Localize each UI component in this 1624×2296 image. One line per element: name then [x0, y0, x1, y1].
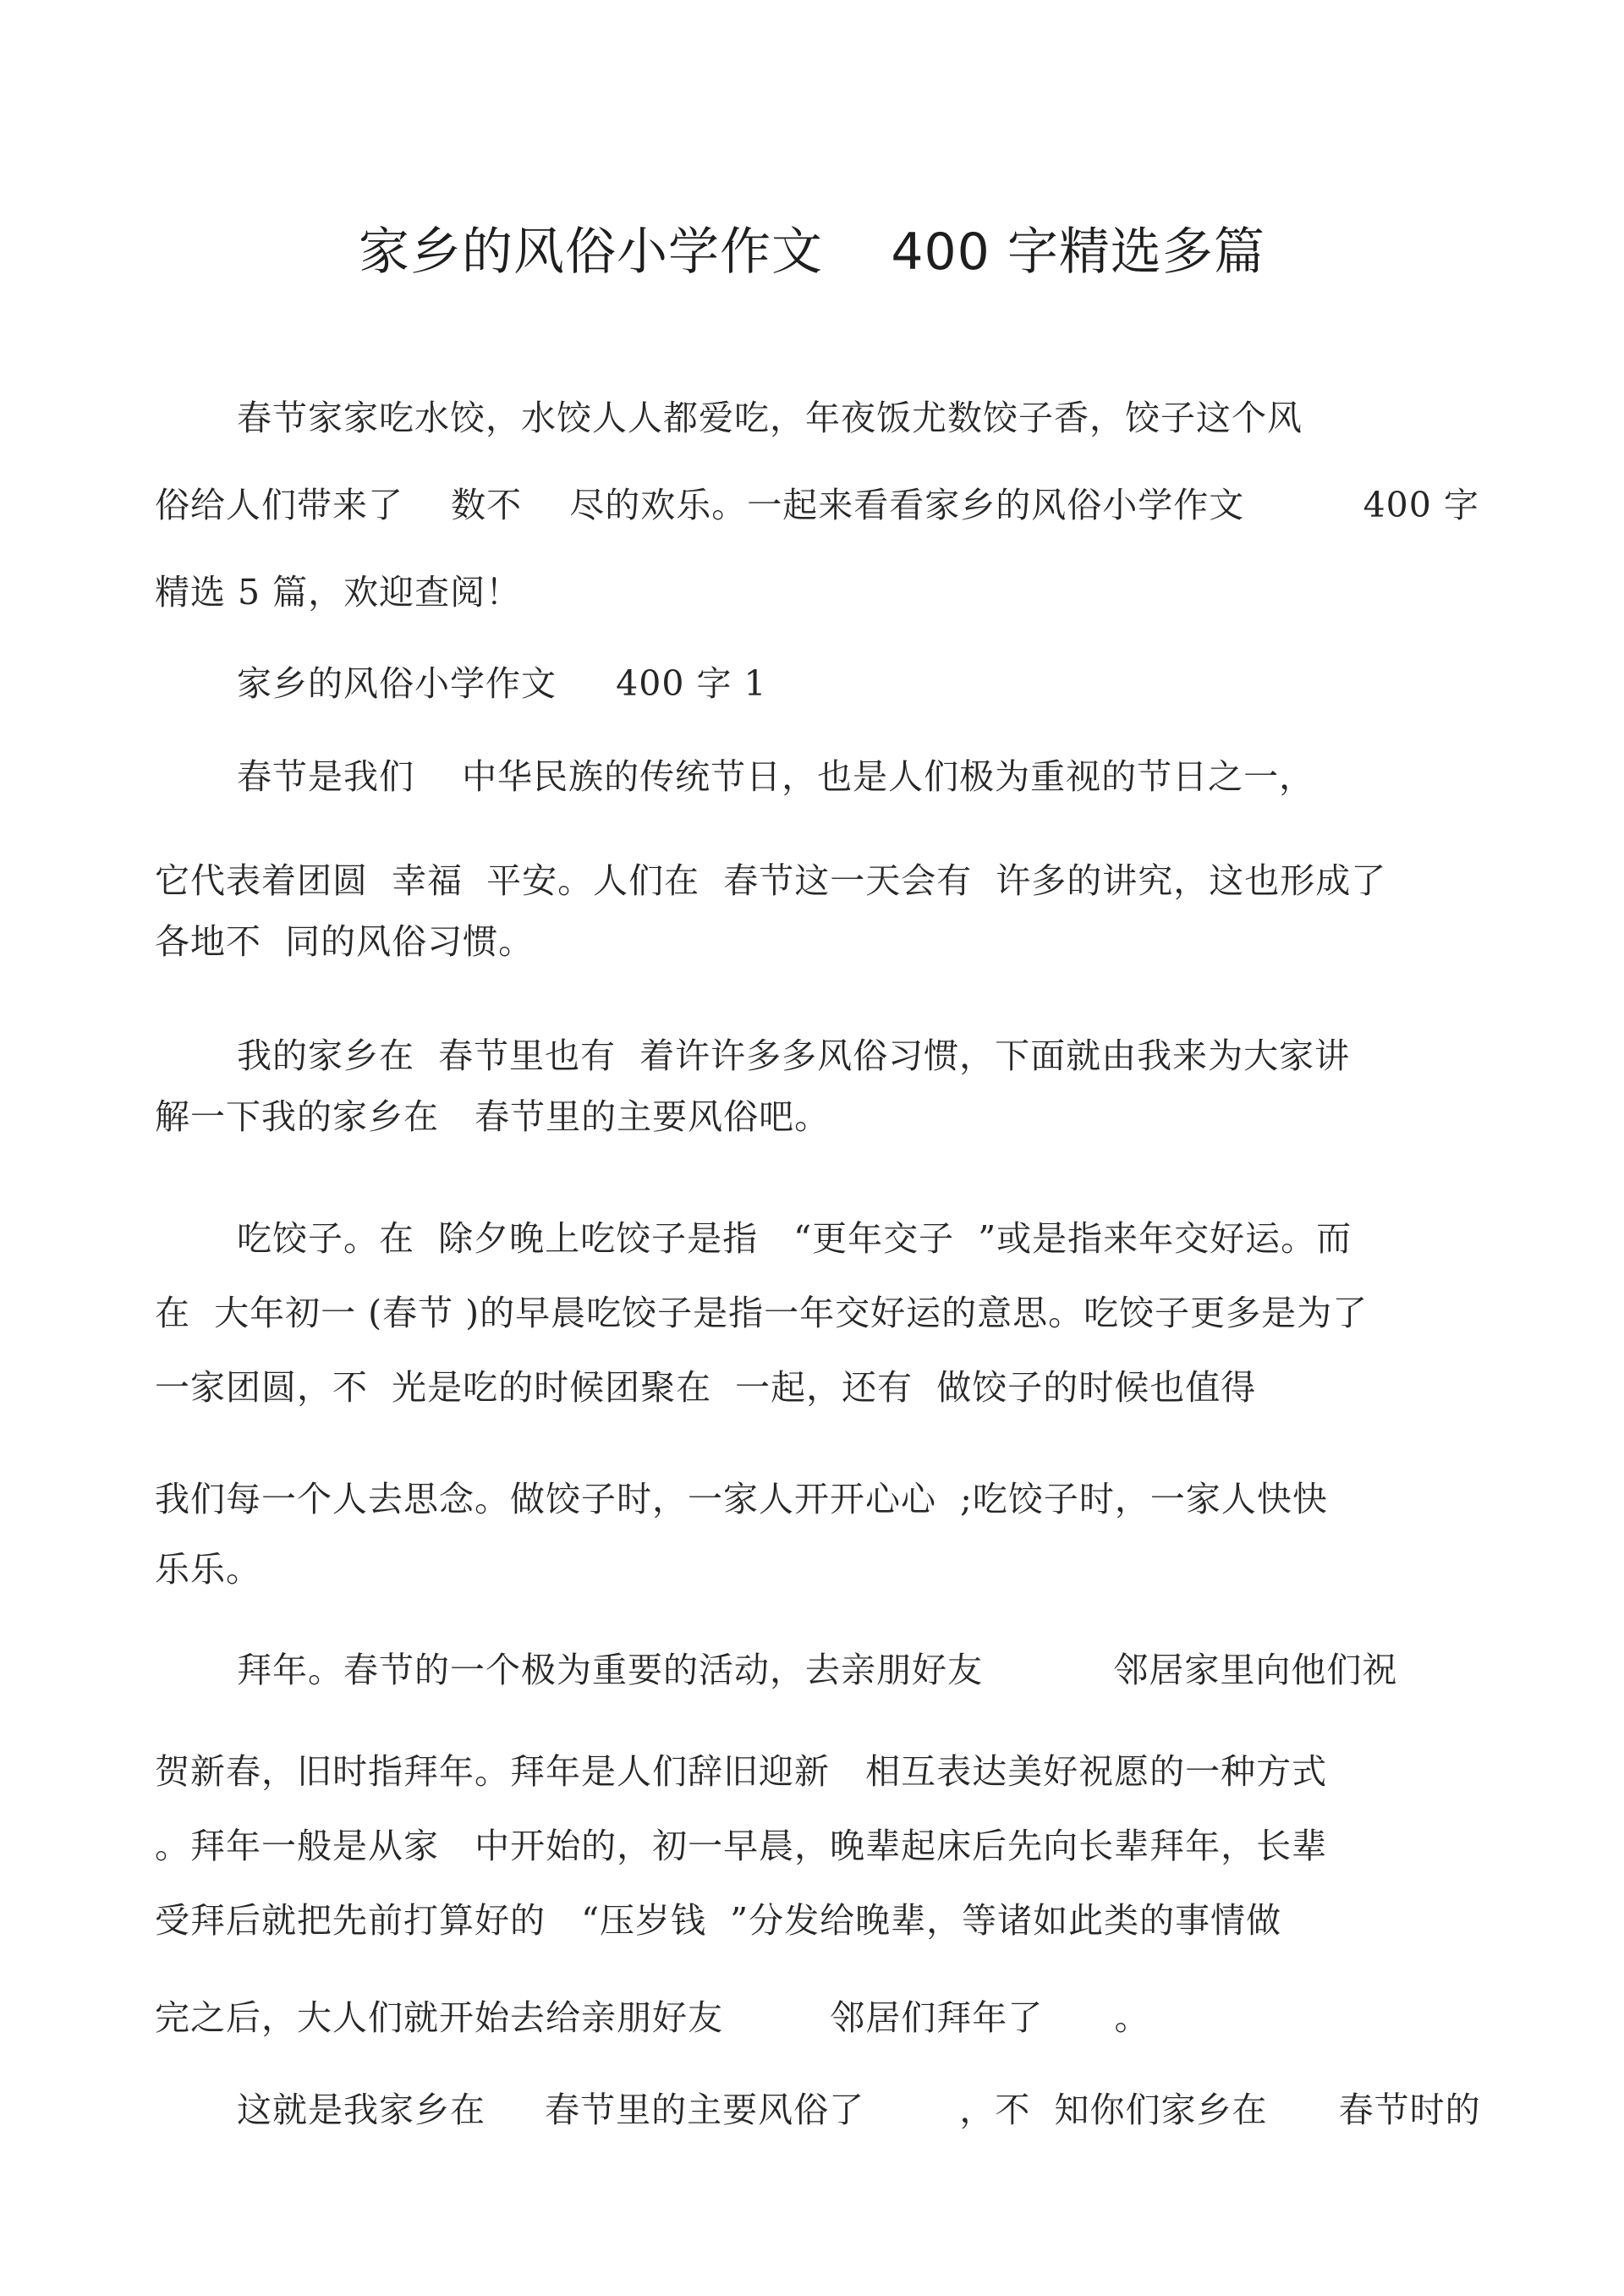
paragraph-line: 春节家家吃水饺，水饺人人都爱吃，年夜饭尤数饺子香，饺子这个风 [237, 398, 1303, 438]
paragraph-line: 吃饺子。在 除夕晚上吃饺子是指 “更年交子 ”或是指来年交好运。而 [237, 1218, 1352, 1259]
paragraph-line: 受拜后就把先前打算好的 “压岁钱 ”分发给晚辈，等诸如此类的事情做 [155, 1900, 1282, 1941]
paragraph-line: 俗给人们带来了 数不 尽的欢乐。一起来看看家乡的风俗小学作文 400 字 [155, 485, 1479, 525]
paragraph-line: 在 大年初一 (春节 )的早晨吃饺子是指一年交好运的意思。吃饺子更多是为了 [155, 1293, 1369, 1333]
paragraph-line: 这就是我家乡在 春节里的主要风俗了 ，不 知你们家乡在 春节时的 [237, 2090, 1481, 2130]
paragraph-line: 乐乐。 [155, 1549, 261, 1590]
document-title: 家乡的风俗小学作文 400 字精选多篇 [359, 222, 1265, 282]
paragraph-line: 。拜年一般是从家 中开始的，初一早晨，晚辈起床后先向长辈拜年，长辈 [155, 1826, 1328, 1866]
section-heading: 家乡的风俗小学作文 400 字 1 [237, 663, 767, 704]
paragraph-line: 一家团圆，不 光是吃的时候团聚在 一起，还有 做饺子的时候也值得 [155, 1367, 1257, 1408]
paragraph-line: 贺新春，旧时指拜年。拜年是人们辞旧迎新 相互表达美好祝愿的一种方式 [155, 1751, 1328, 1792]
paragraph-line: 拜年。春节的一个极为重要的活动，去亲朋好友 邻居家里向他们祝 [237, 1650, 1398, 1690]
paragraph-line: 它代表着团圆 幸福 平安。人们在 春节这一天会有 许多的讲究，这也形成了 [155, 860, 1387, 901]
paragraph-line: 春节是我们 中华民族的传统节日，也是人们极为重视的节日之一， [237, 756, 1315, 797]
paragraph-line: 解一下我的家乡在 春节里的主要风俗吧。 [155, 1096, 831, 1137]
paragraph-line: 我们每一个人去思念。做饺子时，一家人开开心心 ;吃饺子时，一家人快快 [155, 1479, 1328, 1519]
paragraph-line: 完之后，大人们就开始去给亲朋好友 邻居们拜年了 。 [155, 1997, 1150, 2038]
paragraph-line: 我的家乡在 春节里也有 着许许多多风俗习惯，下面就由我来为大家讲 [237, 1035, 1351, 1076]
paragraph-line: 各地不 同的风俗习惯。 [155, 921, 535, 962]
paragraph-line: 精选 5 篇，欢迎查阅！ [155, 572, 522, 612]
